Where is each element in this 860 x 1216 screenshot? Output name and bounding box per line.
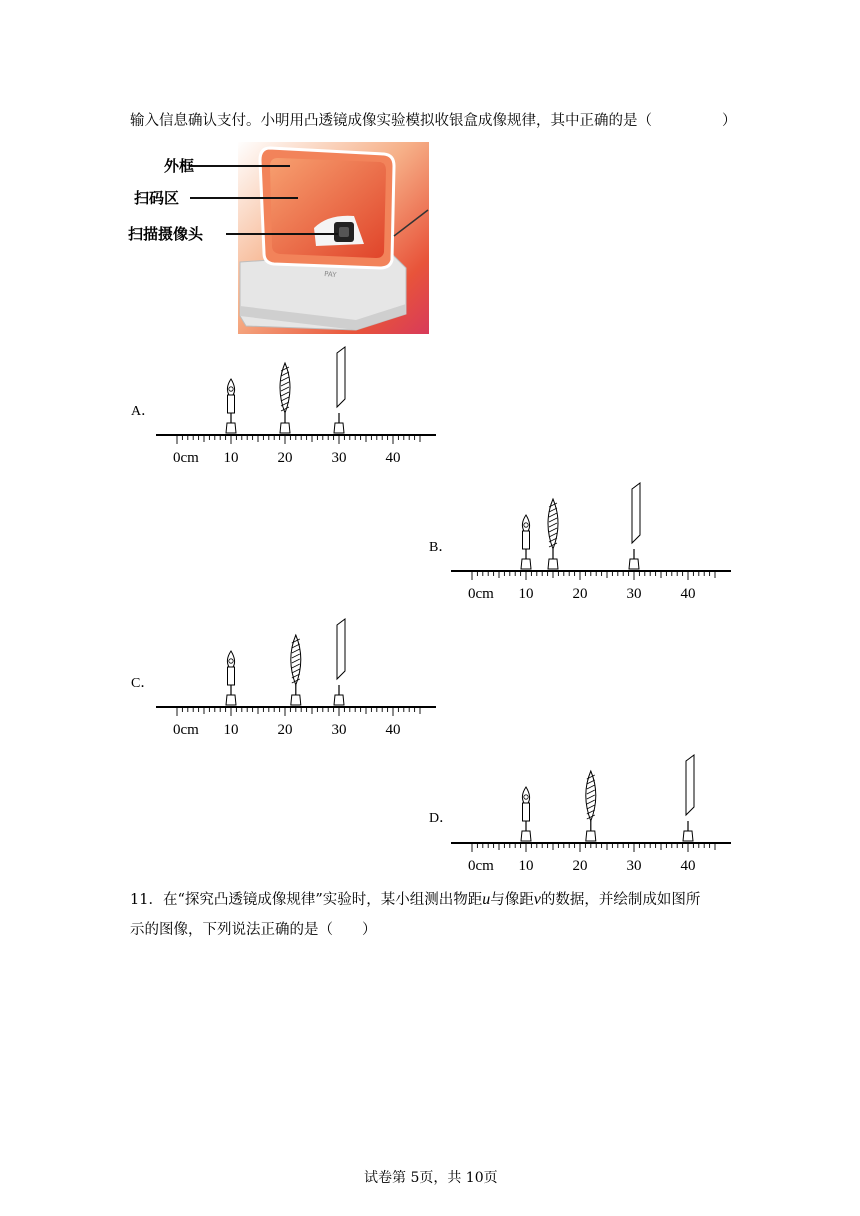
candle-flame-core [229,659,233,663]
candle-body [228,667,235,685]
label-scan-area: 扫码区 [134,189,180,207]
option-a-diagram [150,340,440,470]
option-b-diagram [445,476,735,606]
option-a-label: A． [131,404,156,419]
candle-body [523,531,530,549]
convex-lens [586,771,596,841]
ruler-label-40: 40 [680,858,696,874]
ruler-label-0cm: 0cm [173,722,199,738]
var-v: v [533,891,541,908]
candle-holder [226,695,236,705]
light-screen [683,755,694,841]
lens-holder [586,831,596,841]
screen-holder [629,559,639,569]
ruler-label-20: 20 [572,858,588,874]
option-c-diagram [150,612,440,742]
candle [521,787,531,841]
ruler-label-0cm: 0cm [173,450,199,466]
candle-flame-core [524,795,528,799]
question-intro-text: 输入信息确认支付。小明用凸透镜成像实验模拟收银盒成像规律，其中正确的是（ [130,113,652,129]
option-d-diagram [445,748,735,878]
candle [226,379,236,433]
screen-holder [683,831,693,841]
question-11-line1: 11．在“探究凸透镜成像规律”实验时，某小组测出物距u与像距v的数据，并绘制成如图所 [130,891,701,908]
candle-holder [226,423,236,433]
screen-panel [686,755,694,815]
candle [521,515,531,569]
ruler-label-30: 30 [331,722,347,738]
convex-lens [548,499,558,569]
screen-holder [334,695,344,705]
candle-body [228,395,235,413]
ruler-label-30: 30 [331,450,347,466]
candle-flame-core [229,387,233,391]
ruler-label-40: 40 [680,586,696,602]
ruler-label-10: 10 [518,858,534,874]
answer-paren-close: ） [722,113,737,129]
lens-holder [291,695,301,705]
ruler-label-10: 10 [223,450,239,466]
ruler-label-40: 40 [385,450,401,466]
ruler-label-0cm: 0cm [468,586,494,602]
candle [226,651,236,705]
ruler-label-30: 30 [626,858,642,874]
option-b-label: B． [429,540,453,555]
candle-holder [521,559,531,569]
lens-holder [280,423,290,433]
option-d-label: D． [429,811,454,826]
screen-panel [632,483,640,543]
ruler-label-30: 30 [626,586,642,602]
ruler-label-40: 40 [385,722,401,738]
lens-holder [548,559,558,569]
convex-lens [280,363,290,433]
candle-flame-core [524,523,528,527]
option-c-label: C． [131,676,155,691]
label-scan-camera: 扫描摄像头 [128,225,204,243]
var-u: u [482,891,491,908]
page-footer: 试卷第 5页，共 10页 [364,1170,498,1186]
screen-panel [337,619,345,679]
ruler-label-0cm: 0cm [468,858,494,874]
cashier-box-photo [128,140,430,336]
light-screen [629,483,640,569]
candle-body [523,803,530,821]
convex-lens [291,635,301,705]
ruler-label-20: 20 [572,586,588,602]
candle-holder [521,831,531,841]
screen-panel [337,347,345,407]
question-intro [130,113,652,130]
ruler-label-10: 10 [518,586,534,602]
light-screen [334,619,345,705]
light-screen [334,347,345,433]
screen-holder [334,423,344,433]
ruler-label-10: 10 [223,722,239,738]
ruler-label-20: 20 [277,722,293,738]
question-11-line2: 示的图像，下列说法正确的是（ ） [130,922,377,938]
ruler-label-20: 20 [277,450,293,466]
label-outer-frame: 外框 [164,157,195,175]
brand-mark: PAY [323,270,337,280]
